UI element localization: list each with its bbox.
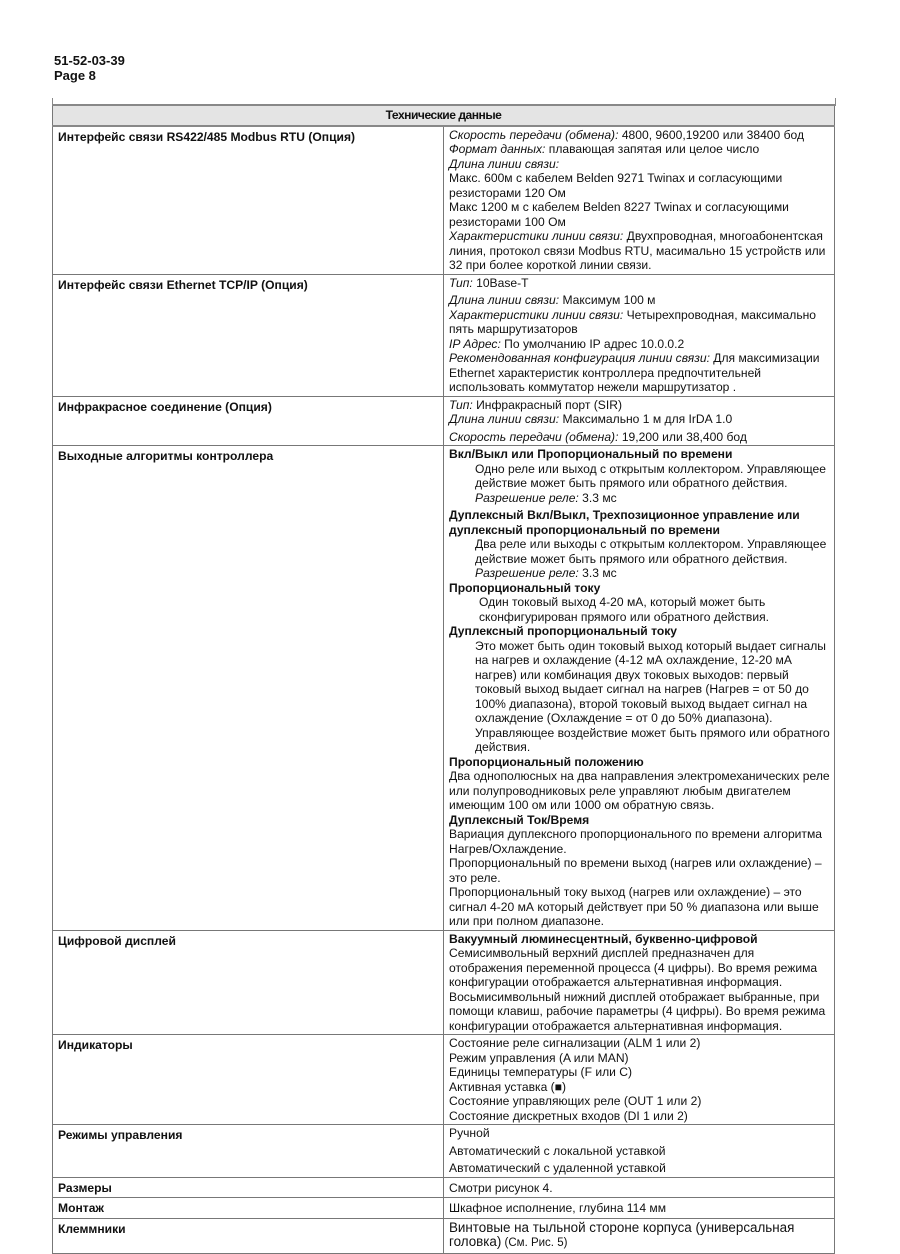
table-title-row	[53, 105, 835, 126]
control-mode-item: Ручной	[449, 1126, 490, 1140]
row-value-terminals	[444, 1218, 835, 1253]
section-body-line: Вариация дуплексного пропорционального по времени алгоритма Нагрев/Охлаждение.	[449, 827, 823, 856]
indicator-item: Активная уставка (■)	[449, 1079, 567, 1094]
row-label-infrared: Инфракрасное соединение (Опция)	[53, 396, 444, 446]
row-value-rs485	[444, 126, 835, 275]
field-key: Скорость передачи (обмена):	[449, 429, 619, 444]
row-label-terminals: Клеммники	[53, 1218, 444, 1253]
row-value-control-modes	[444, 1125, 835, 1178]
section-body: Это может быть один токовый выход который выдает сигналы на нагрев и охлаждение (4-12 мА охлаждение, 12-20 мА нагрев) или комбинация двух токовых выходов: первый токовый выход выдает сигнал на нагрев (Нагрев = от 50 до 100% диапазона), второй токовый выход выдает сигнал на охлаждение (Охлаждение = от 0 до 50% диапазона). Управляющее воздействие может быть прямого или обратного действия.	[475, 638, 830, 754]
field-value: По умолчанию IP адрес 10.0.0.2	[500, 336, 685, 351]
section-body-line: Пропорциональный по времени выход (нагрев или охлаждение) – это реле.	[449, 856, 822, 885]
table-row	[53, 1198, 835, 1219]
field-key: Характеристики линии связи:	[449, 229, 624, 243]
field-key: Длина линии связи:	[449, 156, 560, 171]
technical-data-table	[52, 104, 835, 1254]
field-key: Длина линии связи:	[449, 293, 560, 307]
row-value-output-algorithms	[444, 446, 835, 931]
table-row	[53, 274, 835, 396]
field-value: 3.3 мс	[578, 566, 617, 580]
document-number: 51-52-03-39	[54, 53, 125, 68]
field-key: Разрешение реле:	[475, 490, 579, 505]
row-value-mounting: Шкафное исполнение, глубина 114 мм	[444, 1198, 835, 1219]
field-value: 4800, 9600,19200 или 38400 бод	[618, 127, 805, 142]
section-title: Пропорциональный положению	[449, 754, 644, 769]
control-mode-item: Автоматический с локальной уставкой	[449, 1143, 666, 1158]
field-value: Инфракрасный порт (SIR)	[472, 397, 622, 412]
row-value-infrared	[444, 396, 835, 446]
field-value: Макс 1200 м с кабелем Belden 8227 Twinax и согласующими резисторами 100 Ом	[449, 200, 789, 229]
table-frame-right	[835, 98, 836, 106]
terminals-reference: (См. Рис. 5)	[501, 1237, 568, 1249]
table-row	[53, 126, 835, 275]
row-label-mounting: Монтаж	[53, 1198, 444, 1219]
section-title: Вкл/Выкл или Пропорциональный по времени	[449, 447, 733, 461]
section-title: Дуплексный Ток/Время	[449, 812, 590, 827]
field-value: Максимум 100 м	[559, 293, 656, 307]
row-label-output-algorithms: Выходные алгоритмы контроллера	[53, 446, 444, 931]
section-body: Одно реле или выход с открытым коллектором. Управляющее действие может быть прямого или обратного действия.	[475, 461, 827, 490]
table-row	[53, 1218, 835, 1253]
table-row	[53, 1035, 835, 1125]
field-key: Скорость передачи (обмена):	[449, 127, 619, 142]
row-value-ethernet	[444, 274, 835, 396]
indicator-item: Состояние управляющих реле (OUT 1 или 2)	[449, 1094, 702, 1108]
row-label-rs485: Интерфейс связи RS422/485 Modbus RTU (Опция)	[53, 126, 444, 275]
field-value: Четырехпроводная, максимально пять маршрутизаторов	[449, 307, 817, 336]
section-body: Два реле или выходы с открытым коллектором. Управляющее действие может быть прямого или обратного действия.	[475, 537, 827, 566]
section-title: Дуплексный Вкл/Выкл, Трехпозиционное управление или дуплексный пропорциональный по времени	[449, 508, 800, 537]
section-title: Пропорциональный току	[449, 580, 601, 595]
field-key: Тип:	[449, 275, 473, 290]
field-value: плавающая запятая или целое число	[545, 142, 760, 156]
indicator-item: Состояние дискретных входов (DI 1 или 2)	[449, 1108, 688, 1123]
field-value: 3.3 мс	[578, 490, 617, 505]
field-value: Двухпроводная, многоабонентская линия, протокол связи Modbus RTU, масимально 15 устройств или 32 при более короткой линии связи.	[449, 229, 826, 272]
table-row	[53, 1125, 835, 1178]
row-label-control-modes: Режимы управления	[53, 1125, 444, 1178]
field-value: 10Base-T	[472, 275, 529, 290]
table-row	[53, 930, 835, 1035]
row-label-dimensions: Размеры	[53, 1177, 444, 1198]
field-value: 19,200 или 38,400 бод	[618, 429, 747, 444]
section-body: Два однополюсных на два направления электромеханических реле или полупроводниковых реле управляют любым двигателем имеющим 100 ом или 1000 ом обратную связь.	[449, 769, 830, 812]
field-value: Макс. 600м с кабелем Belden 9271 Twinax и согласующими резисторами 120 Ом	[449, 171, 783, 200]
section-body-line: Пропорциональный току выход (нагрев или охлаждение) – это сигнал 4-20 мА который действует при 50 % диапазона или выше или при полном диапазоне.	[449, 885, 819, 928]
indicator-item: Состояние реле сигнализации (ALM 1 или 2)	[449, 1036, 701, 1050]
row-label-digital-display: Цифровой дисплей	[53, 930, 444, 1035]
field-key: Тип:	[449, 397, 473, 412]
control-mode-item: Автоматический с удаленной уставкой	[449, 1161, 666, 1175]
page-number: Page 8	[54, 68, 96, 83]
section-title: Дуплексный пропорциональный току	[449, 624, 678, 638]
terminals-text: Винтовые на тыльной стороне корпуса (универсальная головка)	[449, 1219, 795, 1249]
row-label-indicators: Индикаторы	[53, 1035, 444, 1125]
indicator-item: Единицы температуры (F или C)	[449, 1065, 633, 1079]
field-key: Длина линии связи:	[449, 412, 560, 426]
document-header	[54, 53, 125, 83]
row-label-ethernet: Интерфейс связи Ethernet TCP/IP (Опция)	[53, 274, 444, 396]
table-title: Технические данные	[53, 105, 835, 126]
field-key: Характеристики линии связи:	[449, 307, 624, 322]
field-key: Рекомендованная конфигурация линии связи:	[449, 351, 710, 365]
table-row	[53, 446, 835, 931]
table-row	[53, 1177, 835, 1198]
field-key: Формат данных:	[449, 142, 546, 156]
section-body: Один токовый выход 4-20 мА, который может быть сконфигурирован прямого или обратного действия.	[479, 595, 770, 624]
row-value-indicators	[444, 1035, 835, 1125]
section-title: Вакуумный люминесцентный, буквенно-цифровой	[449, 931, 758, 946]
field-key: IP Адрес:	[449, 336, 501, 351]
row-value-dimensions: Смотри рисунок 4.	[444, 1177, 835, 1198]
section-body: Семисимвольный верхний дисплей предназначен для отображения переменной процесса (4 цифры). Во время режима конфигурации отображается альтернативная информация. Восьмисимвольный нижний дисплей отображает выбранные, при помощи клавиш, рабочие параметры (4 цифры). Во время режима конфигурации отображается альтернативная информация.	[449, 946, 826, 1033]
field-value: Для максимизации Ethernet характеристик контроллера предпочтительней использовать коммутатор нежели маршрутизатор .	[449, 351, 820, 394]
row-value-digital-display	[444, 930, 835, 1035]
field-key: Разрешение реле:	[475, 566, 579, 580]
field-value: Максимально 1 м для IrDA 1.0	[559, 412, 733, 426]
indicator-item: Режим управления (A или MAN)	[449, 1050, 629, 1065]
table-row	[53, 396, 835, 446]
